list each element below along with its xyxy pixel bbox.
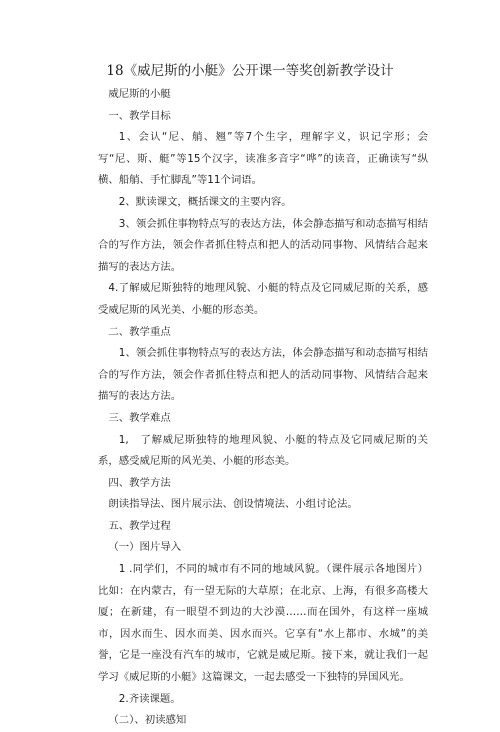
methods-text: 朗读指导法、图片展示法、创设情境法、小组讨论法。 bbox=[108, 498, 358, 511]
subsection-heading-image-intro: （一）图片导入 bbox=[108, 541, 182, 554]
document-title: 18《威尼斯的小艇》公开课一等奖创新教学设计 bbox=[106, 63, 394, 79]
section-heading-process: 五、教学过程 bbox=[108, 519, 171, 532]
objective-3: 3、领会抓住事物特点写的表达方法，体会静态描写和动态描写相结合的写作方法，领会作者抓住特点和把人的活动同事物、风情结合起来描写的表达方法。 bbox=[98, 217, 428, 273]
process-step-1: 1 .同学们，不同的城市有不同的地域风貌。（课件展示各地图片）比如：在内蒙古，有一望无际的大草原；在北京、上海，有很多高楼大厦；在新建，有一眼望不到边的大沙漠……而在国外，有这样一座城市，因水而生、因水而美、因水而兴。它享有“水上都市、水城”的美誉，它是一座没有汽车的城市，它就是威尼斯。接下来，就让我们一起学习《威尼斯的小艇》这篇课文，一起去感受一下独特的异国风光。 bbox=[98, 563, 428, 684]
section-heading-objectives: 一、教学目标 bbox=[108, 109, 171, 122]
lesson-name: 威尼斯的小艇 bbox=[108, 88, 171, 100]
objective-2: 2、默读课文，概括课文的主要内容。 bbox=[118, 195, 292, 208]
section-heading-methods: 四、教学方法 bbox=[108, 476, 171, 489]
difficulty-1: 1, 了解威尼斯独特的地理风貌、小艇的特点及它同威尼斯的关系，感受威尼斯的风光美、小艇的形态美。 bbox=[98, 433, 428, 468]
objective-1: 1、会认“尼、艄、翘”等7个生字，理解字义，识记字形；会写“尼、斯、艇”等15个汉字，读准多音字“哗”的读音，正确读写“纵横、船艄、手忙脚乱”等11个词语。 bbox=[98, 131, 428, 187]
section-heading-key-points: 二、教学重点 bbox=[108, 325, 171, 338]
objective-4: 4.了解威尼斯独特的地理风貌、小艇的特点及它同威尼斯的关系，感受威尼斯的风光美、小艇的形态美。 bbox=[98, 282, 428, 316]
process-step-2: 2.齐读课题。 bbox=[118, 692, 181, 705]
subsection-heading-first-reading: （二）、初读感知 bbox=[108, 714, 187, 727]
document-body bbox=[98, 84, 428, 732]
section-heading-difficulties: 三、教学难点 bbox=[108, 411, 171, 424]
key-point-1: 1、领会抓住事物特点写的表达方法，体会静态描写和动态描写相结合的写作方法，领会作者抓住特点和把人的活动同事物、风情结合起来描写的表达方法。 bbox=[98, 347, 428, 403]
